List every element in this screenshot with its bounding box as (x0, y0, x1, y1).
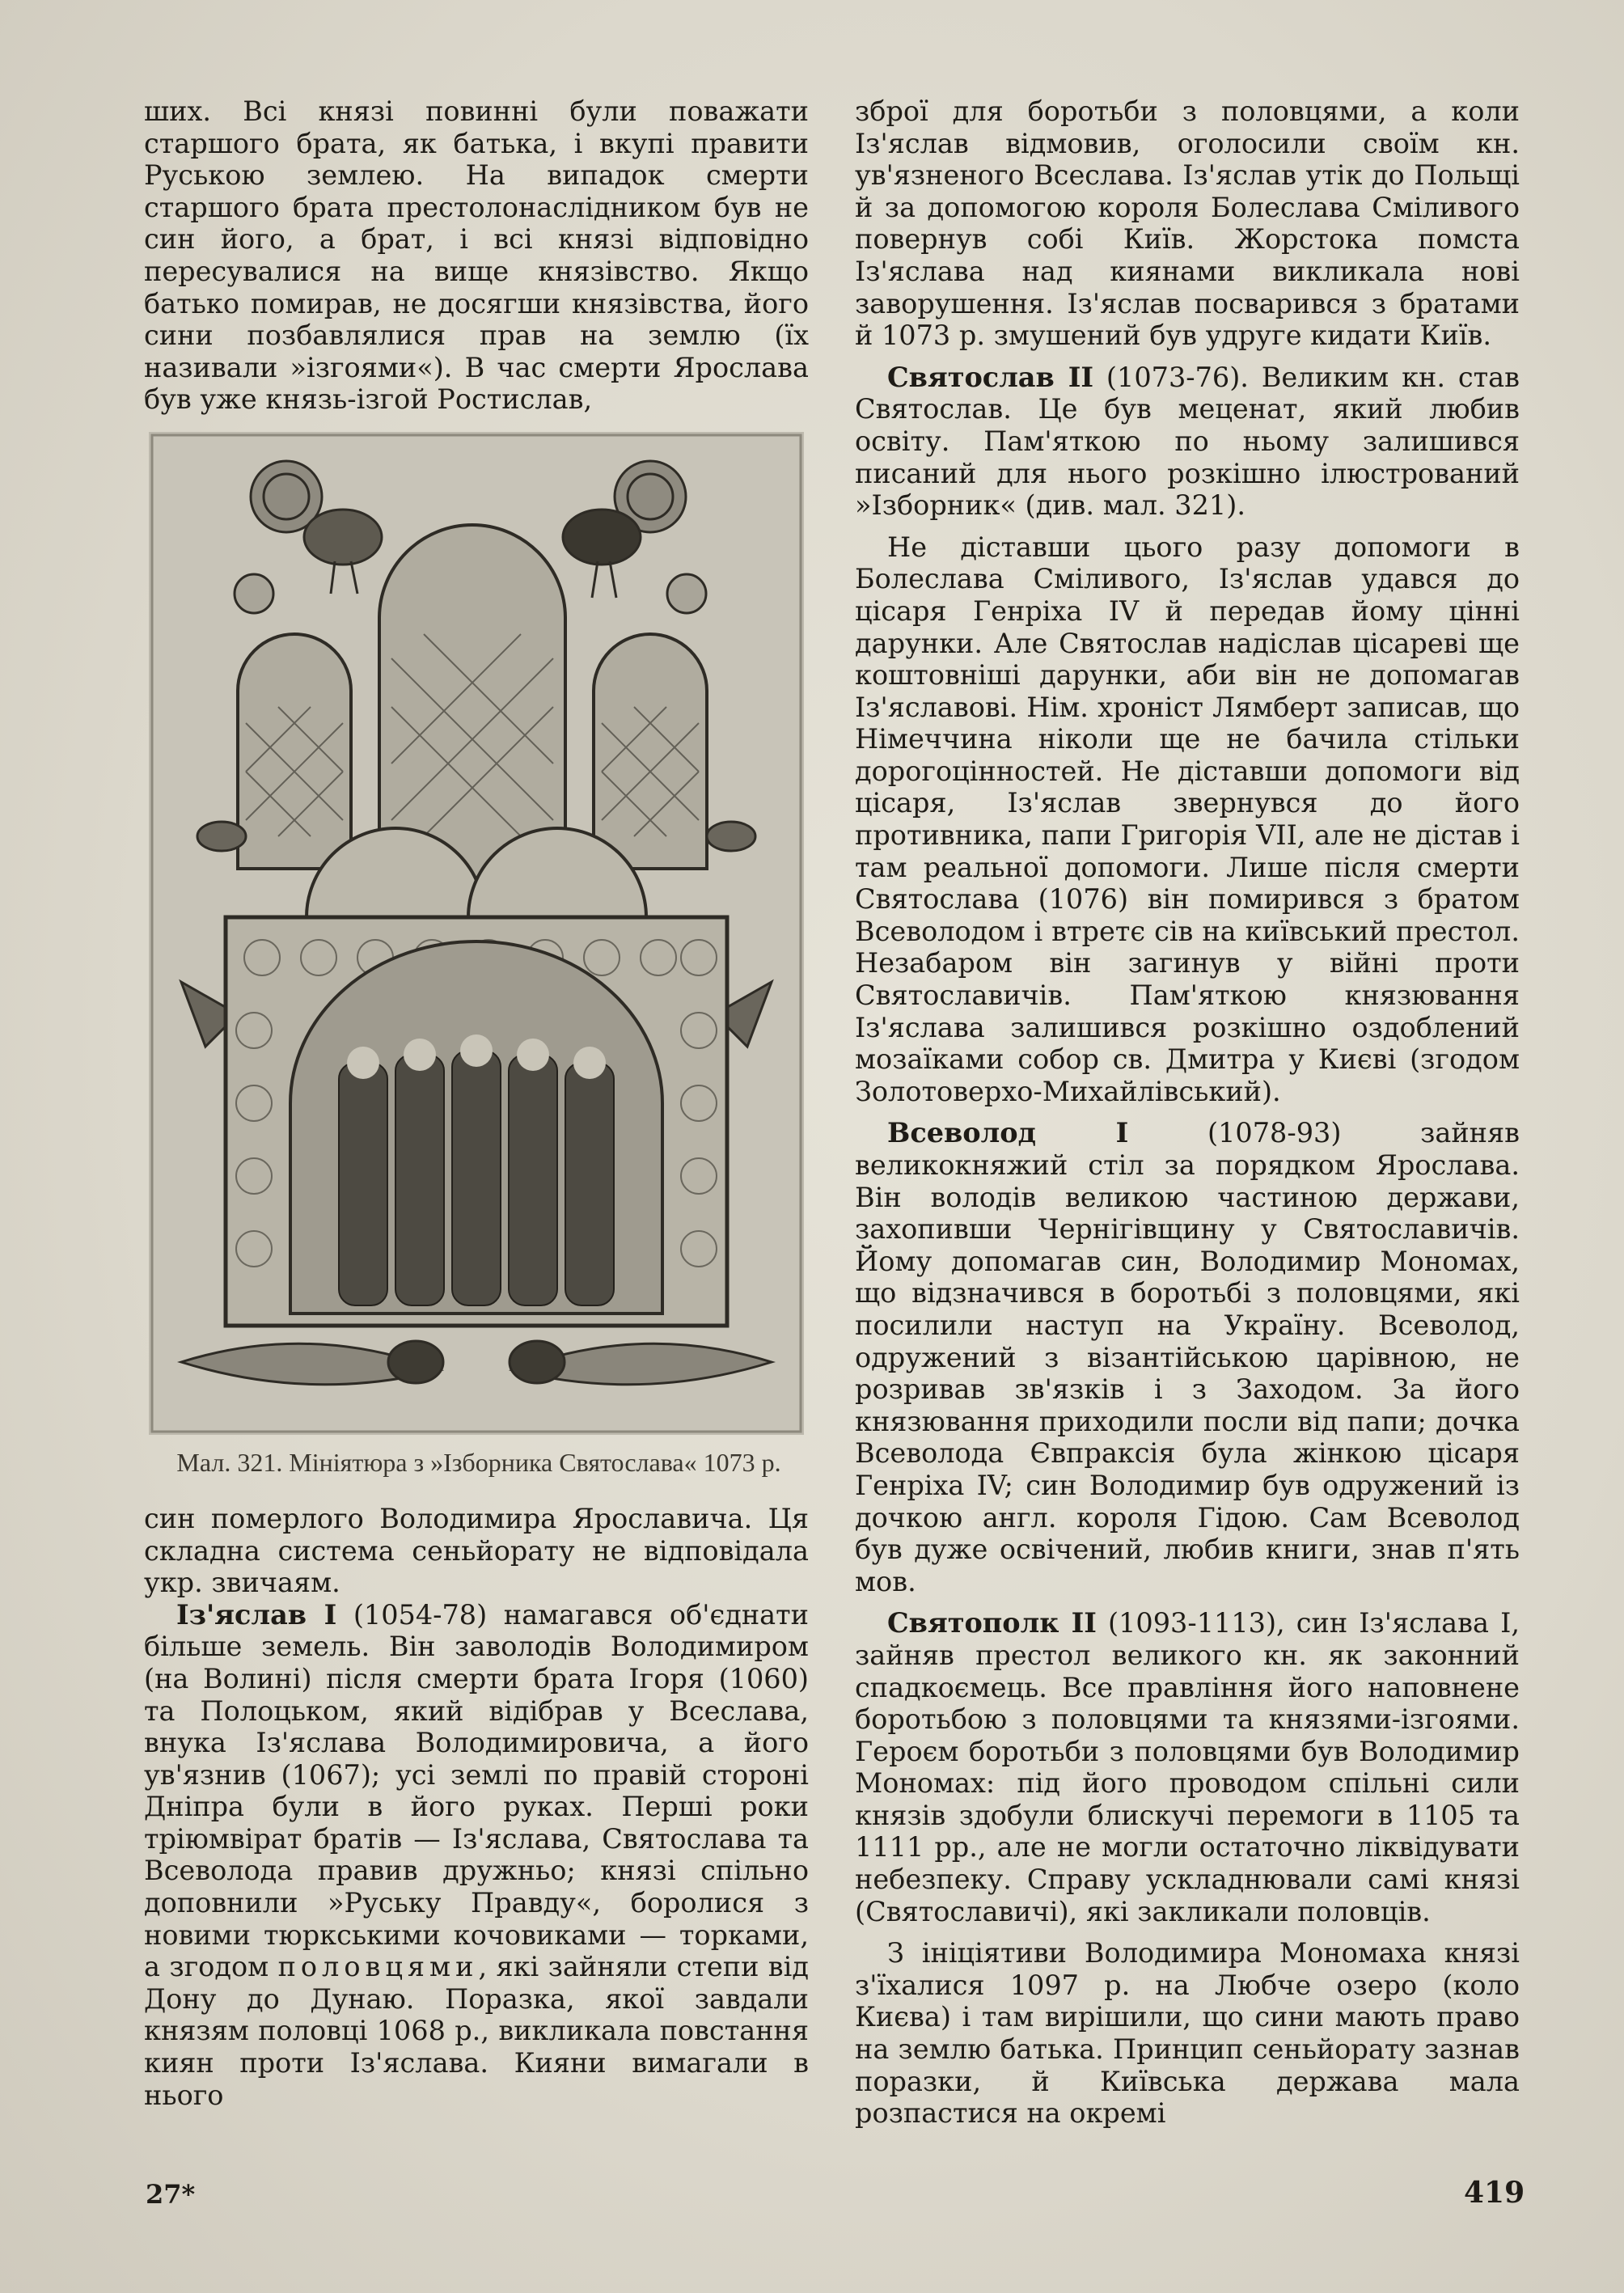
right-paragraph-1: зброї для боротьби з половцями, а коли Із'яслав відмовив, оголосили своїм кн. ув'язненого Всеслава. Із'яслав утік до Польщі й за допомогою короля Болеслава Сміливого повернув собі Київ. Жорстока помста Із'яслава над киянами викликала нові заворушення. Із'яслав посварився з братами й 1073 р. змушений був удруге кидати Київ. (855, 95, 1520, 352)
left-paragraph-3-text-b: , які зайняли степи від Дону до Дунаю. Поразка, якої завдали князям половці 1068 р., викликала повстання киян проти Із'яслава. Кияни вимагали в нього (144, 1951, 809, 2111)
miniature-illustration (149, 432, 804, 1435)
right-paragraph-5 (855, 1607, 1520, 1927)
right-paragraph-6: З ініціятиви Володимира Мономаха князі з'їхалися 1097 р. на Любче озеро (коло Києва) і там вирішили, що сини мають право на землю батька. Принцип сеньйорату зазнав поразки, й Київська держава мала розпастися на окремі (855, 1937, 1520, 2130)
ruler-name-vsevolod: Всеволод І (887, 1117, 1129, 1149)
right-paragraph-4 (855, 1117, 1520, 1597)
right-paragraph-2 (855, 362, 1520, 522)
left-paragraph-3-spaced: половцями (277, 1951, 479, 1983)
signature-mark: 27* (146, 2179, 196, 2210)
ruler-name-izyaslav: Із'яслав І (176, 1598, 337, 1631)
right-paragraph-3: Не діставши цього разу допомоги в Болеслава Сміливого, Із'яслав удався до цісаря Генріха IV й передав йому цінні дарунки. Але Святослав надіслав цісареві ще коштовніші дарунки, аби він не допомагав Із'яславові. Нім. хроніст Лямберт записав, що Німеччина ніколи ще не бачила стільки дорогоцінностей. Не діставши допомоги від цісаря, Із'яслав звернувся до його противника, папи Григорія VII, але не дістав і там реальної допомоги. Лише після смерти Святослава (1076) він помирився з братом Всеволодом і втретє сів на київський престол. Незабаром він загинув у війні проти Святославичів. Пам'яткою князювання Із'яслава залишився розкішно оздоблений мозаїками собор св. Дмитра у Києві (згодом Золотоверхо-Михайлівський). (855, 531, 1520, 1107)
right-paragraph-2-text: (1073-76). Великим кн. став Святослав. Це був меценат, який любив освіту. Пам'яткою по ньому залишився писаний для нього розкішно ілюстрований »Ізборник« (див. мал. 321). (855, 361, 1520, 522)
left-paragraph-1: ших. Всі князі повинні були поважати старшого брата, як батька, і вкупі правити Руською землею. На випадок смерти старшого брата престолонаслідником був не син його, а брат, і всі князі відповідно пересувалися на вище князівство. Якщо батько помирав, не досягши князівства, його сини позбавлялися прав на землю (їх називали »ізгоями«). В час смерти Ярослава був уже князь-ізгой Ростислав, (144, 95, 809, 416)
left-paragraph-3-text-a: (1054-78) намагався об'єднати більше земель. Він заволодів Володимиром (на Волині) після смерти брата Ігоря (1060) та Полоцьком, який відібрав у Всеслава, внука Із'яслава Володимировича, а його ув'язнив (1067); усі землі по правій стороні Дніпра були в його руках. Перші роки тріюмвірат братів — Із'яслава, Святослава та Всеволода правив дружньо; князі спільно доповнили »Руську Правду«, боролися з новими тюркськими кочовиками — торками, а згодом (144, 1598, 809, 1983)
right-column (855, 95, 1520, 2130)
left-paragraph-2: син померлого Володимира Ярославича. Ця складна система сеньйорату не відповідала укр. звичаям. (144, 1502, 809, 1599)
figure-caption: Мал. 321. Мініятюра з »Ізборника Святослава« 1073 р. (176, 1447, 781, 1477)
figure-321 (149, 432, 809, 1479)
right-paragraph-5-text: (1093-1113), син Із'яслава І, зайняв престол великого кн. як законний спадкоємець. Все правління його наповнене боротьбою з половцями та князями-ізгоями. Героєм боротьби з половцями був Володимир Мономах: під його проводом спільні сили князів здобули блискучі перемоги в 1105 та 1111 рр., але не могли остаточно ліквідувати небезпеку. Справу ускладнювали самі князі (Святославичі), які закликали половців. (855, 1607, 1520, 1927)
page-number: 419 (1464, 2176, 1525, 2210)
ruler-name-svyatopolk: Святополк II (887, 1607, 1097, 1639)
right-paragraph-4-text: (1078-93) зайняв великокняжий стіл за порядком Ярослава. Він володів великою частиною держави, захопивши Чернігівщину у Святославичів. Йому допомагав син, Володимир Мономах, що відзначився в боротьбі з половцями, які посилили наступ на Україну. Всеволод, одружений з візантійською царівною, не розривав зв'язків і з Заходом. За його князювання приходили посли від папи; дочка Всеволода Євпраксія була жінкою цісаря Генріха IV; син Володимир був одружений із дочкою англ. короля Гідою. Сам Всеволод був дуже освічений, любив книги, знав п'ять мов. (855, 1117, 1520, 1597)
left-column (144, 95, 809, 2111)
ruler-name-svyatoslav: Святослав II (887, 361, 1094, 393)
left-paragraph-3 (144, 1599, 809, 2112)
